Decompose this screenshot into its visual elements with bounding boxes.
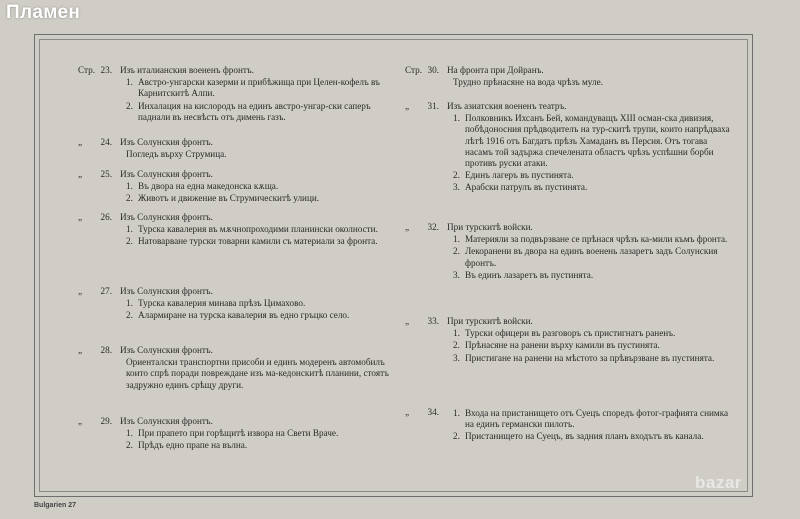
item-text: Турска кавалерия минава прѣзъ Цимахово. [138,298,306,309]
toc-entry [78,137,403,160]
item-text: Арабски патрулъ въ пустинята. [465,182,588,193]
entry-item [453,328,735,339]
entry-heading: Изъ Солунския фронтъ. [120,416,213,426]
entry-caption: Ориенталски транспортни присоби и единъ модеренъ автомобилъ които спрѣ поради повреждане изъ ма-кедонскитѣ планини, стоятъ задружно единъ срѣщу други. [126,357,389,390]
toc-entry [78,286,403,322]
page-number-value: 26. [100,212,112,222]
page-prefix: Стр. [78,65,96,75]
entry-item [126,224,403,235]
item-number: 2. [126,100,133,111]
item-text: Полковникъ Ихсанъ Бей, командуващъ XIII осман-ска дивизия, побѣдоносния прѣдводителъ на тур-скитѣ трупи, които напрѣдваха лѣтѣ 1916 отъ Багдатъ прѣзъ Хамаданъ въ Персия. Отъ тогава насамъ той задържа спечелената областъ чрѣзъ успѣшни борби противъ руски атаки. [465,113,730,169]
item-number: 2. [453,246,460,257]
page-prefix: „ [78,416,83,426]
entry-heading: Изъ Солунския фронтъ. [120,286,213,296]
item-number: 1. [126,298,133,309]
marketplace-logo: bazar [695,473,742,492]
entry-heading: На фронта при Дойранъ. [447,65,544,75]
page-number [78,137,120,160]
entry-body [447,316,735,364]
item-text: Турска кавалерия въ мѫчнопроходими планински околности. [138,224,378,235]
page-number-value: 29. [100,416,112,426]
page-number-value: 25. [100,169,112,179]
item-number: 1. [126,224,133,235]
page-number [405,407,447,443]
item-number: 3. [453,352,460,363]
item-number: 1. [126,428,133,439]
item-text: Пристигане на ранени на мѣстото за прѣвързване въ пустинята. [465,352,715,363]
entry-heading: При турскитѣ войски. [447,316,533,326]
page-number-value: 30. [427,65,439,75]
page-number-value: 27. [100,286,112,296]
page-prefix: „ [405,316,410,326]
item-number: 2. [126,310,133,321]
entry-body [120,169,403,205]
item-text: Прѣдъ едно прапе на вълна. [138,440,248,451]
item-text: Пристанището на Суецъ, въ задния планъ входътъ въ канала. [465,431,704,442]
entry-body [120,416,403,452]
page-number [78,345,120,391]
item-text: Животъ и движение въ Струмическитѣ улици. [138,193,320,204]
entry-caption: Погледъ върху Струмица. [126,149,227,160]
entry-heading: Изъ Солунския фронтъ. [120,169,213,179]
toc-entry [405,101,735,194]
entry-body [447,407,735,443]
page-number [405,222,447,281]
item-number: 2. [453,340,460,351]
entry-heading: Изъ Солунския фронтъ. [120,137,213,147]
entry-body [447,101,735,194]
page-number [78,212,120,248]
entry-caption: Трудно прѣнасяне на вода чрѣзъ муле. [453,77,603,88]
toc-entry [405,316,735,364]
entry-body [120,212,403,248]
item-number: 1. [453,328,460,339]
entry-item [453,246,735,268]
entry-item [453,234,735,245]
entry-item [453,431,735,442]
entry-item [453,340,735,351]
item-text: Прѣнасяне на ранени върху камили въ пустинята. [465,340,660,351]
item-number: 2. [453,170,460,181]
page-prefix: „ [405,101,410,111]
page-prefix: „ [78,137,83,147]
page-number [78,416,120,452]
item-text: Въ двора на една македонска кѫща. [138,181,279,192]
entry-item [126,181,403,192]
page-number-value: 33. [427,316,439,326]
page-number-value: 24. [100,137,112,147]
entry-item [126,101,403,123]
toc-entry [78,169,403,205]
item-text: Инхалация на кислородъ на единъ австро-унгар-ски саперъ паднали въ несвѣсть отъ димень газъ. [138,100,371,122]
toc-entry [78,416,403,452]
entry-item [126,428,403,439]
item-number: 1. [453,113,460,124]
item-text: Алармиране на турска кавалерия въ едно гръцко село. [138,310,350,321]
page-prefix: „ [78,169,83,179]
page-number-value: 23. [100,65,112,75]
item-text: Единъ лагеръ въ пустинята. [465,170,574,181]
item-text: Лекоранени въ двора на единъ военень лазаретъ задъ Солунския фронтъ. [465,246,718,268]
toc-entry [405,65,735,88]
item-number: 2. [126,236,133,247]
toc-entry [78,65,403,123]
page-number [78,169,120,205]
entry-body [447,222,735,281]
entry-item [126,298,403,309]
page-prefix: „ [405,407,410,417]
toc-entry [405,407,735,443]
page-number-value: 31. [427,101,439,111]
entry-item [453,270,735,281]
page-number-value: 32. [427,222,439,232]
item-number: 3. [453,269,460,280]
page-prefix: „ [405,222,410,232]
item-number: 1. [453,234,460,245]
item-text: Материяли за подвързване се прѣнася чрѣзъ ка-мили къмъ фронта. [465,234,728,245]
toc-entry [78,212,403,248]
entry-item [453,408,735,430]
page-number [78,286,120,322]
toc-entry [405,222,735,281]
page-prefix: Стр. [405,65,423,75]
entry-item [126,77,403,99]
entry-body [120,137,403,160]
item-text: Входа на пристанището отъ Суецъ споредъ фотог-графията снимка на единъ германски пилотъ. [465,408,729,430]
page-prefix: „ [78,345,83,355]
footer-imprint: Bulgarien 27 [34,502,77,509]
item-number: 1. [453,408,460,418]
entry-body [120,286,403,322]
item-number: 2. [126,440,133,451]
entry-heading: Изъ Солунския фронтъ. [120,345,213,355]
page-number [405,101,447,194]
item-text: При прапето при горѣщитѣ извора на Свети Враче. [138,428,339,439]
toc-entry [78,345,403,391]
entry-body [447,65,735,88]
entry-item [453,170,735,181]
item-text: Натоварване турски товарни камили съ материали за фронта. [138,236,378,247]
entry-heading: При турскитѣ войски. [447,222,533,232]
page-number [405,316,447,364]
watermark-text: Пламен [6,2,81,23]
entry-item [126,310,403,321]
page-number-value: 28. [100,345,112,355]
entry-heading: Изъ азиатския воененъ театръ. [447,101,567,111]
entry-body [120,65,403,123]
item-number: 3. [453,182,460,193]
item-text: Турски офицери въ разговоръ съ пристигнатъ раненъ. [465,328,676,339]
item-text: Въ единъ лазаретъ въ пустинята. [465,269,594,280]
entry-item [453,182,735,193]
page-number [405,65,447,88]
entry-item [453,353,735,364]
item-text: Австро-унгарски казерми и прибѣжища при Целен-кофелъ въ Карнитскитѣ Алпи. [138,77,380,99]
item-number: 2. [126,193,133,204]
entry-body [120,345,403,391]
entry-item [453,113,735,169]
page-prefix: „ [78,286,83,296]
page-prefix: „ [78,212,83,222]
entry-item [126,236,403,247]
entry-item [126,440,403,451]
item-number: 1. [126,181,133,192]
page-number [78,65,120,123]
item-number: 1. [126,77,133,88]
item-number: 2. [453,431,460,442]
entry-item [126,193,403,204]
entry-heading: Изъ Солунския фронтъ. [120,212,213,222]
page-number-value: 34. [427,407,439,417]
entry-heading: Изъ италианския воененъ фронтъ. [120,65,254,75]
